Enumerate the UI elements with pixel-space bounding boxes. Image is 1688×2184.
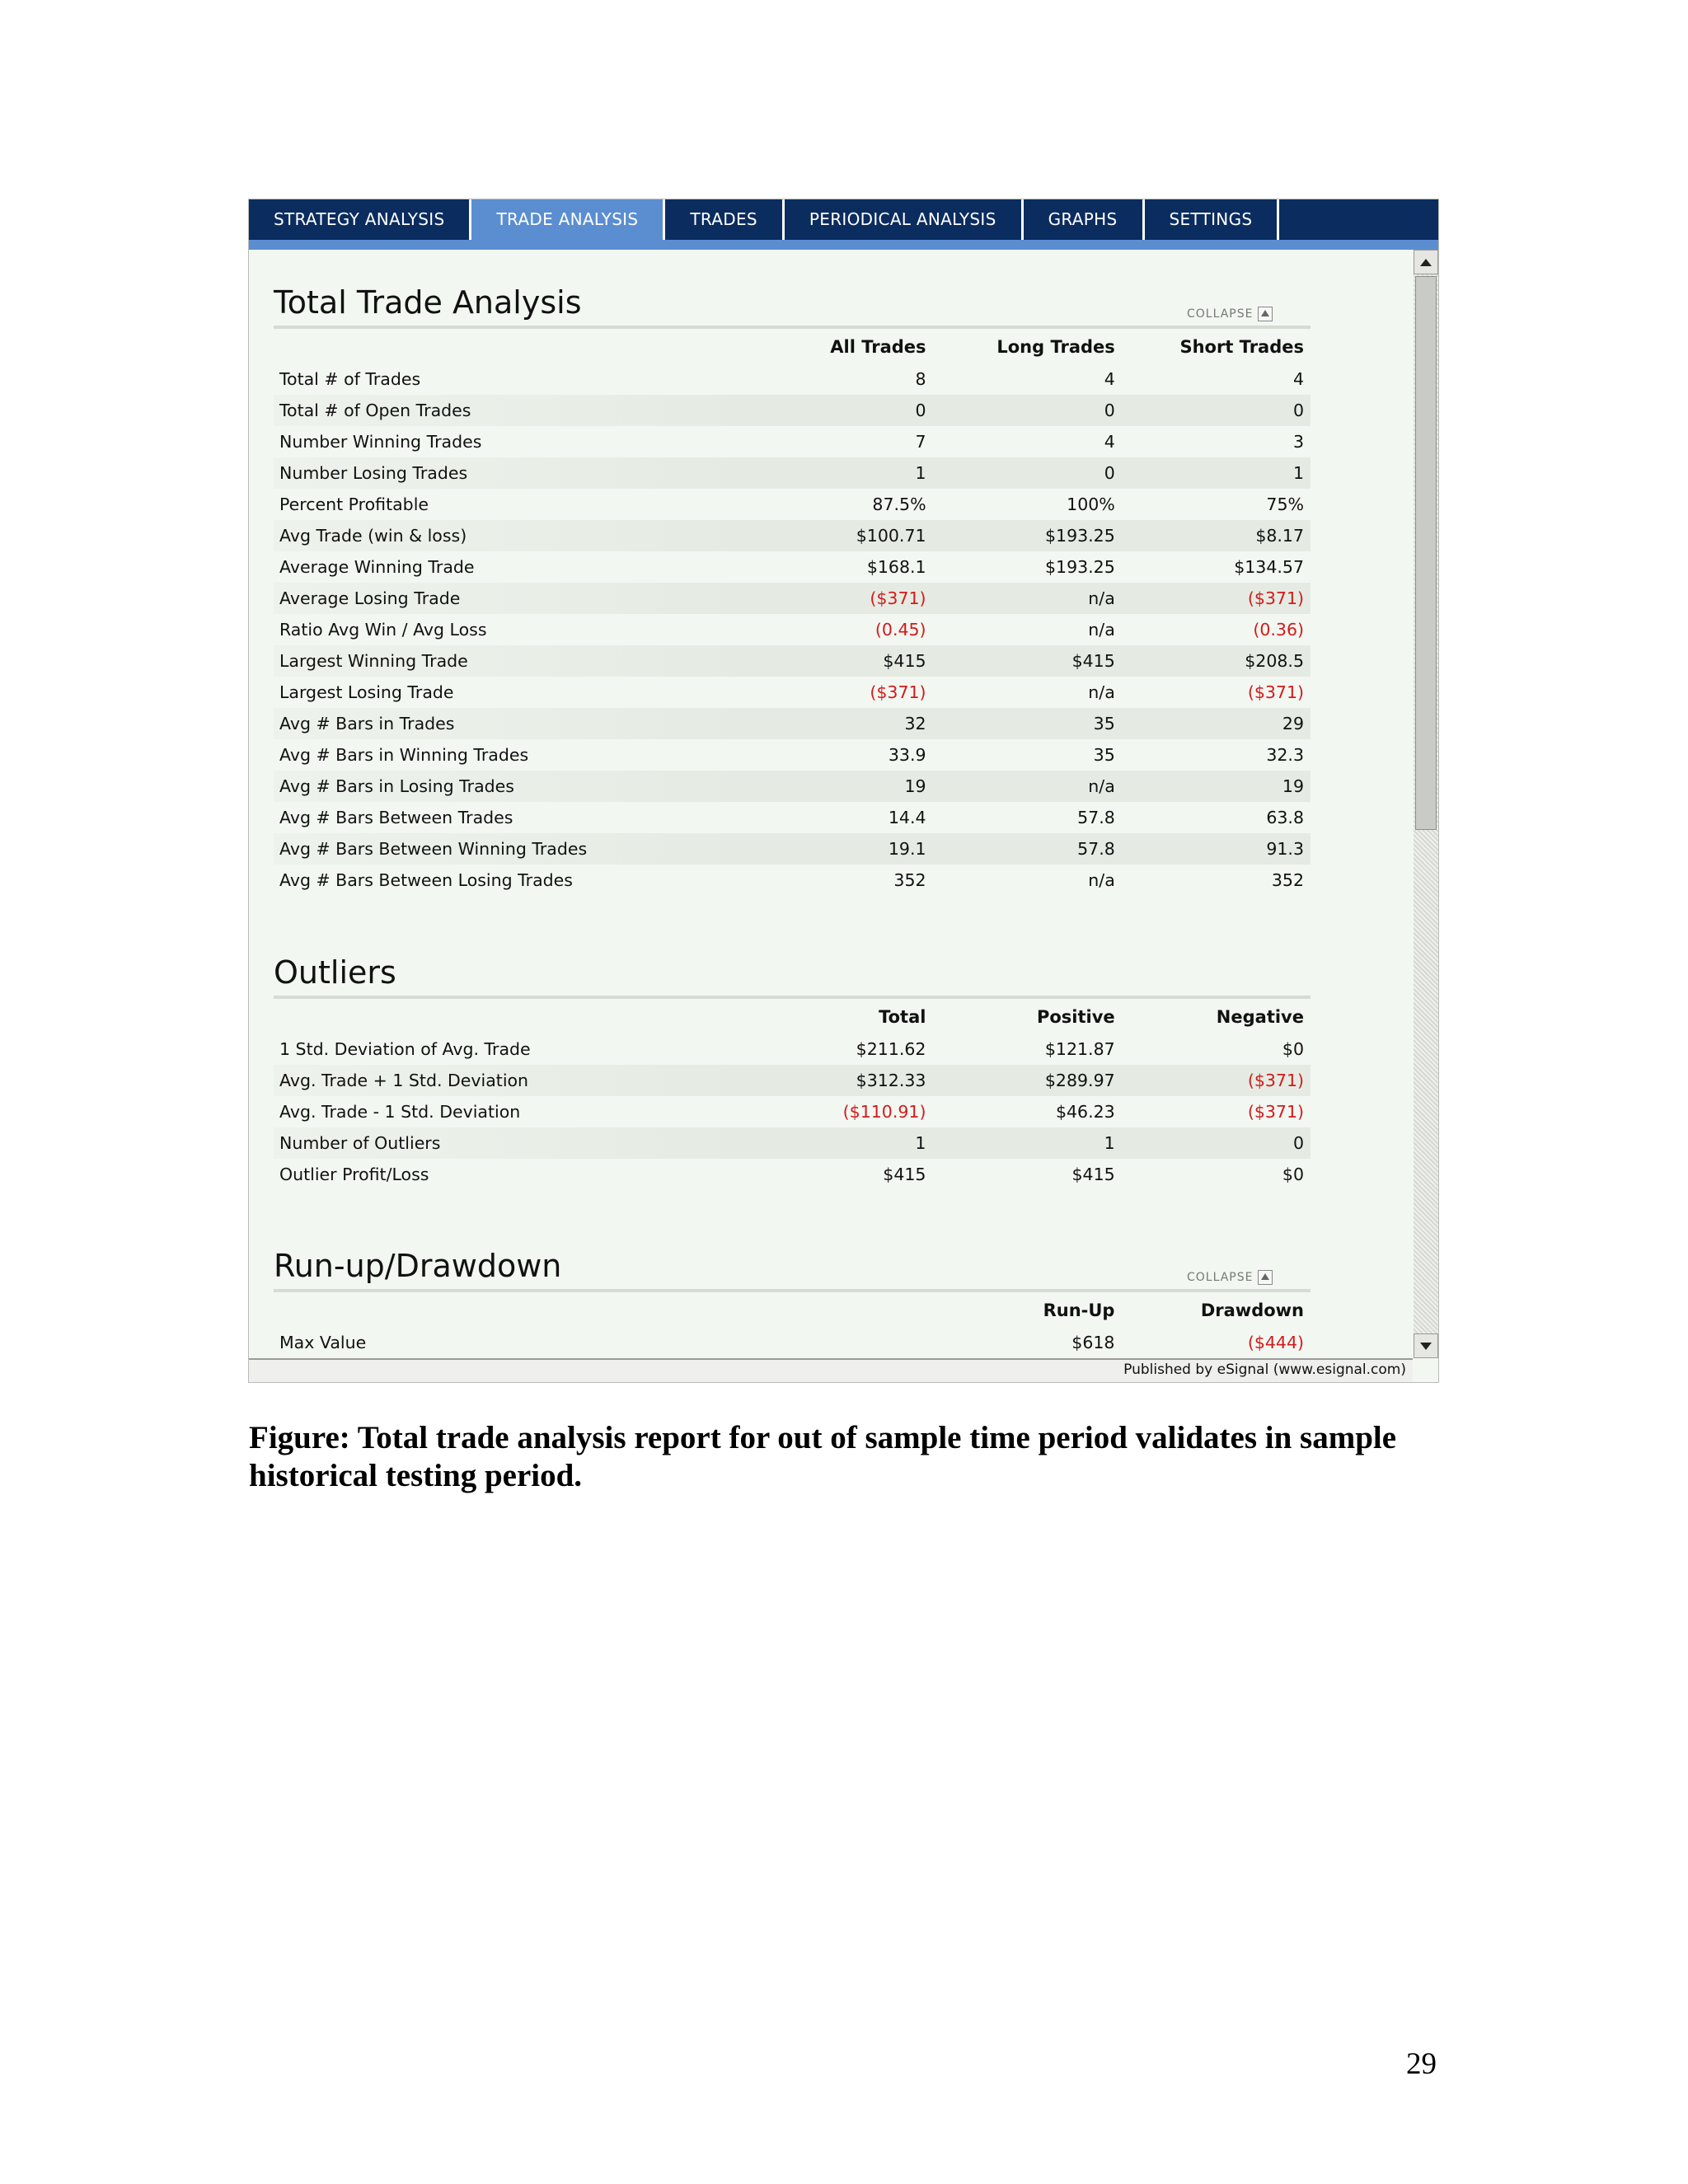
cell-value: $134.57: [1234, 557, 1304, 577]
cell-value: $8.17: [1122, 520, 1311, 551]
section-title-total-trade-analysis: Total Trade Analysis: [274, 284, 582, 321]
table-row: [274, 708, 1311, 739]
table-row: [274, 363, 1311, 395]
cell-value: 57.8: [1077, 808, 1115, 827]
cell-value: 14.4: [888, 808, 926, 827]
cell-value: 29: [1122, 708, 1311, 739]
arrow-up-icon: [1420, 259, 1432, 266]
cell-value: $415: [743, 645, 932, 677]
collapse-button[interactable]: [1187, 1270, 1273, 1285]
cell-value: 63.8: [1266, 808, 1304, 827]
cell-value: ($371): [743, 583, 932, 614]
cell-value: 352: [893, 870, 926, 890]
row-label: Outlier Profit/Loss: [279, 1165, 429, 1184]
row-label: Average Losing Trade: [274, 583, 743, 614]
cell-value: (0.45): [874, 620, 926, 640]
column-header: All Trades: [830, 337, 926, 357]
table-row: [274, 645, 1311, 677]
cell-value: 4: [1104, 369, 1115, 389]
cell-value: 1: [1122, 457, 1311, 489]
table-row: [274, 551, 1311, 583]
collapse-icon: [1258, 307, 1273, 321]
header-blank: [274, 1294, 743, 1327]
table-row: [274, 1033, 1311, 1065]
table-row: [274, 1065, 1311, 1096]
cell-value: $193.25: [1044, 557, 1115, 577]
cell-value: 4: [1292, 369, 1304, 389]
cell-value: $415: [933, 645, 1122, 677]
cell-value: 75%: [1266, 494, 1304, 514]
report-window: [248, 199, 1439, 1383]
outliers-table: [274, 1001, 1311, 1190]
vertical-scrollbar[interactable]: [1414, 250, 1438, 1358]
cell-value: $208.5: [1122, 645, 1311, 677]
table-row: [274, 1127, 1311, 1159]
table-row: [274, 677, 1311, 708]
cell-value: 87.5%: [872, 494, 926, 514]
tab-graphs[interactable]: GRAPHS: [1024, 199, 1145, 240]
section-divider: [274, 326, 1311, 329]
cell-value: n/a: [1088, 870, 1115, 890]
collapse-icon: [1258, 1270, 1273, 1285]
cell-value: [743, 1327, 932, 1358]
cell-value: n/a: [1088, 682, 1115, 702]
row-label: 1 Std. Deviation of Avg. Trade: [279, 1039, 531, 1059]
cell-value: 91.3: [1122, 833, 1311, 865]
cell-value: $0: [1282, 1165, 1304, 1184]
row-label: Avg # Bars in Losing Trades: [274, 771, 743, 802]
cell-value: 1: [743, 457, 932, 489]
cell-value: $193.25: [933, 520, 1122, 551]
cell-value: 0: [743, 395, 932, 426]
collapse-label: COLLAPSE: [1187, 1271, 1254, 1284]
cell-value: 4: [1104, 432, 1115, 452]
arrow-down-icon: [1420, 1343, 1432, 1350]
cell-value: 32: [743, 708, 932, 739]
cell-value: 8: [915, 369, 926, 389]
table-header-row: [274, 330, 1311, 363]
table-row: [274, 395, 1311, 426]
column-header: Run-Up: [1043, 1301, 1115, 1320]
table-row: [274, 771, 1311, 802]
row-label: Average Winning Trade: [279, 557, 475, 577]
cell-value: 0: [1122, 395, 1311, 426]
cell-value: ($371): [1247, 1102, 1304, 1122]
column-header: Negative: [1216, 1007, 1304, 1027]
cell-value: 7: [915, 432, 926, 452]
section-title-outliers: Outliers: [274, 954, 396, 991]
table-header-row: [274, 1001, 1311, 1033]
row-label: Number Winning Trades: [279, 432, 482, 452]
column-header: Total: [879, 1007, 926, 1027]
row-label: Max Value: [279, 1333, 367, 1352]
row-label: Total # of Trades: [279, 369, 421, 389]
row-label: Ratio Avg Win / Avg Loss: [279, 620, 487, 640]
figure-caption: Figure: Total trade analysis report for out of sample time period validates in sample historical testing period.: [249, 1420, 1397, 1493]
cell-value: n/a: [1088, 620, 1115, 640]
cell-value: $121.87: [1044, 1039, 1115, 1059]
report-content: [249, 250, 1413, 1352]
cell-value: 35: [1093, 745, 1115, 765]
row-label: Avg # Bars Between Winning Trades: [274, 833, 743, 865]
row-label: Largest Winning Trade: [274, 645, 743, 677]
cell-value: 32.3: [1266, 745, 1304, 765]
table-row: [274, 457, 1311, 489]
cell-value: $211.62: [856, 1039, 926, 1059]
table-row: [274, 426, 1311, 457]
cell-value: ($371): [870, 682, 926, 702]
row-label: Total # of Open Trades: [274, 395, 743, 426]
tab-trade-analysis[interactable]: TRADE ANALYSIS: [471, 199, 665, 240]
cell-value: ($444): [1247, 1333, 1304, 1352]
table-row: [274, 865, 1311, 896]
runup-drawdown-table: [274, 1294, 1311, 1358]
page-number: 29: [1406, 2047, 1437, 2081]
table-row: [274, 583, 1311, 614]
row-label: Largest Losing Trade: [279, 682, 454, 702]
cell-value: ($371): [1247, 682, 1304, 702]
table-row: [274, 489, 1311, 520]
table-row: [274, 833, 1311, 865]
cell-value: 0: [933, 457, 1122, 489]
scrollbar-thumb[interactable]: [1415, 276, 1437, 830]
collapse-button[interactable]: [1187, 307, 1273, 321]
cell-value: (0.36): [1253, 620, 1304, 640]
tab-periodical-analysis[interactable]: PERIODICAL ANALYSIS: [785, 199, 1024, 240]
table-row: [274, 614, 1311, 645]
section-divider: [274, 1289, 1311, 1292]
column-header: Drawdown: [1200, 1301, 1304, 1320]
cell-value: 35: [933, 708, 1122, 739]
row-label: Avg # Bars Between Losing Trades: [279, 870, 573, 890]
row-label: Avg. Trade - 1 Std. Deviation: [279, 1102, 521, 1122]
cell-value: 57.8: [933, 833, 1122, 865]
cell-value: $618: [1071, 1333, 1115, 1352]
table-row: [274, 1096, 1311, 1127]
header-blank: [274, 330, 743, 363]
row-label: Number Losing Trades: [274, 457, 743, 489]
section-divider: [274, 996, 1311, 999]
table-row: [274, 1159, 1311, 1190]
cell-value: ($371): [1122, 1065, 1311, 1096]
tab-strategy-analysis[interactable]: STRATEGY ANALYSIS: [249, 199, 471, 240]
table-row: [274, 1327, 1311, 1358]
total-trade-analysis-table: [274, 330, 1311, 896]
status-bar: [249, 1358, 1413, 1382]
cell-value: $415: [1071, 1165, 1115, 1184]
cell-value: $46.23: [1055, 1102, 1115, 1122]
row-label: Number of Outliers: [274, 1127, 743, 1159]
cell-value: $0: [1282, 1039, 1304, 1059]
cell-value: 19: [743, 771, 932, 802]
cell-value: 1: [743, 1127, 932, 1159]
row-label: Avg. Trade + 1 Std. Deviation: [274, 1065, 743, 1096]
row-label: Avg # Bars Between Trades: [279, 808, 513, 827]
cell-value: ($371): [1122, 583, 1311, 614]
tab-underline: [249, 240, 1438, 250]
column-header: [743, 1294, 932, 1327]
cell-value: ($110.91): [842, 1102, 926, 1122]
cell-value: n/a: [933, 771, 1122, 802]
cell-value: $415: [883, 1165, 926, 1184]
tab-settings[interactable]: SETTINGS: [1145, 199, 1280, 240]
table-header-row: [274, 1294, 1311, 1327]
header-blank: [274, 1001, 743, 1033]
published-by-text: Published by eSignal (www.esignal.com): [1123, 1361, 1406, 1378]
row-label: Avg # Bars in Trades: [274, 708, 743, 739]
row-label: Avg # Bars in Winning Trades: [279, 745, 529, 765]
row-label: Percent Profitable: [279, 494, 429, 514]
cell-value: $168.1: [866, 557, 926, 577]
cell-value: 19: [1122, 771, 1311, 802]
cell-value: 0: [1122, 1127, 1311, 1159]
scroll-down-button[interactable]: [1414, 1333, 1438, 1358]
cell-value: 33.9: [888, 745, 926, 765]
cell-value: 19.1: [743, 833, 932, 865]
cell-value: 352: [1271, 870, 1304, 890]
column-header: Long Trades: [996, 337, 1115, 357]
row-label: Avg Trade (win & loss): [274, 520, 743, 551]
cell-value: 1: [932, 1127, 1121, 1159]
scroll-up-button[interactable]: [1414, 250, 1438, 274]
table-row: [274, 520, 1311, 551]
tab-bar: [249, 199, 1438, 240]
table-row: [274, 739, 1311, 771]
cell-value: 0: [933, 395, 1122, 426]
tab-trades[interactable]: TRADES: [665, 199, 785, 240]
cell-value: 3: [1292, 432, 1304, 452]
cell-value: $100.71: [743, 520, 932, 551]
cell-value: $312.33: [743, 1065, 932, 1096]
column-header: Positive: [1036, 1007, 1115, 1027]
cell-value: n/a: [933, 583, 1122, 614]
collapse-label: COLLAPSE: [1187, 307, 1254, 321]
section-title-runup-drawdown: Run-up/Drawdown: [274, 1248, 562, 1284]
cell-value: $289.97: [932, 1065, 1121, 1096]
column-header: Short Trades: [1179, 337, 1304, 357]
cell-value: 100%: [1067, 494, 1115, 514]
table-row: [274, 802, 1311, 833]
